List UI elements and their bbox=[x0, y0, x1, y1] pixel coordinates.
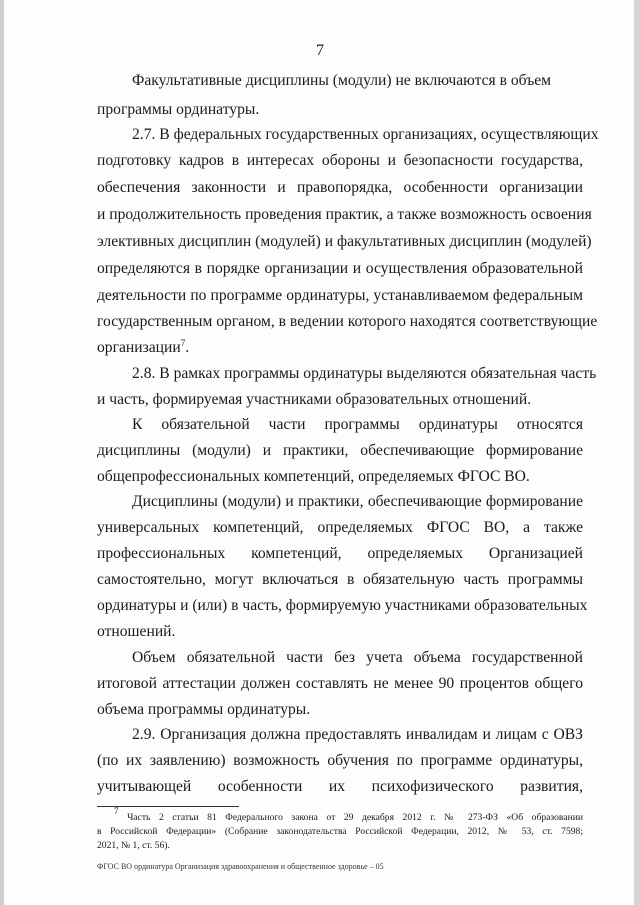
text-line: обеспечения законности и правопорядка, особенности организации bbox=[97, 179, 583, 196]
text-line: дисциплины (модули) и практики, обеспечивающие формирование bbox=[97, 442, 583, 459]
text-line: (по их заявлению) возможность обучения по программе ординатуры, bbox=[97, 752, 583, 769]
text-line: организации$^7$. bbox=[97, 338, 190, 356]
footnote-text: Часть 2 статьи 81 Федерального закона от 29 декабря 2012 г. № 273-ФЗ «Об образовании bbox=[127, 812, 583, 823]
text-line: 2.7. В федеральных государственных организациях, осуществляющих bbox=[132, 126, 599, 143]
text-line: и часть, формируемая участниками образовательных отношений. bbox=[97, 391, 532, 408]
text-line: 2.8. В рамках программы ординатуры выделяются обязательная часть bbox=[132, 365, 597, 382]
text-line: 2.9. Организация должна предоставлять инвалидам и лицам с ОВЗ bbox=[132, 726, 583, 743]
text-line: К обязательной части программы ординатуры относятся bbox=[132, 416, 583, 433]
text-line: подготовку кадров в интересах обороны и безопасности государства, bbox=[97, 152, 583, 169]
text-line: итоговой аттестации должен составлять не менее 90 процентов общего bbox=[97, 675, 583, 692]
text-line: элективных дисциплин (модулей) и факультативных дисциплин (модулей) bbox=[97, 233, 592, 250]
text-line: и продолжительность проведения практик, а также возможность освоения bbox=[97, 206, 592, 223]
footnote-reference: 7 bbox=[180, 338, 186, 348]
text-line: профессиональных компетенций, определяемых Организацией bbox=[97, 545, 583, 562]
text-line: Дисциплины (модули) и практики, обеспечивающие формирование bbox=[132, 493, 583, 510]
footnote-line bbox=[114, 806, 583, 825]
footnote-line: в Российской Федерации» (Собрание законодательства Российской Федерации, 2012, № 53, ст. 7598; bbox=[97, 826, 583, 837]
text-line: учитывающей особенности их психофизического развития, bbox=[97, 778, 583, 795]
text-line: ординатуры и (или) в часть, формируемую участниками образовательных bbox=[97, 597, 588, 614]
text-line: Объем обязательной части без учета объема государственной bbox=[132, 649, 583, 666]
text-line: Факультативные дисциплины (модули) не включаются в объем bbox=[132, 72, 552, 89]
text-line: объема программы ординатуры. bbox=[97, 701, 311, 718]
footnote-line: 2021, № 1, ст. 56). bbox=[97, 840, 170, 851]
text-line: государственным органом, в ведении которого находятся соответствующие bbox=[97, 313, 598, 330]
scan-edge-right bbox=[634, 0, 640, 905]
text-line: самостоятельно, могут включаться в обязательную часть программы bbox=[97, 571, 583, 588]
text-line: определяются в порядке организации и осуществления образовательной bbox=[97, 260, 583, 277]
page-footer: ФГОС ВО ординатура Организация здравоохранения и общественное здоровье – 05 bbox=[97, 862, 384, 871]
text-line: общепрофессиональных компетенций, определяемых ФГОС ВО. bbox=[97, 468, 530, 485]
text-line: отношений. bbox=[97, 623, 176, 640]
text-line: деятельности по программе ординатуры, устанавливаемом федеральным bbox=[97, 287, 583, 304]
text-line-content: организации bbox=[97, 339, 181, 356]
footnote-marker: 7 bbox=[114, 806, 119, 816]
text-line: программы ординатуры. bbox=[97, 101, 260, 118]
scan-edge-left bbox=[0, 0, 4, 905]
page-number: 7 bbox=[316, 42, 324, 59]
text-line: универсальных компетенций, определяемых ФГОС ВО, а также bbox=[97, 519, 583, 536]
